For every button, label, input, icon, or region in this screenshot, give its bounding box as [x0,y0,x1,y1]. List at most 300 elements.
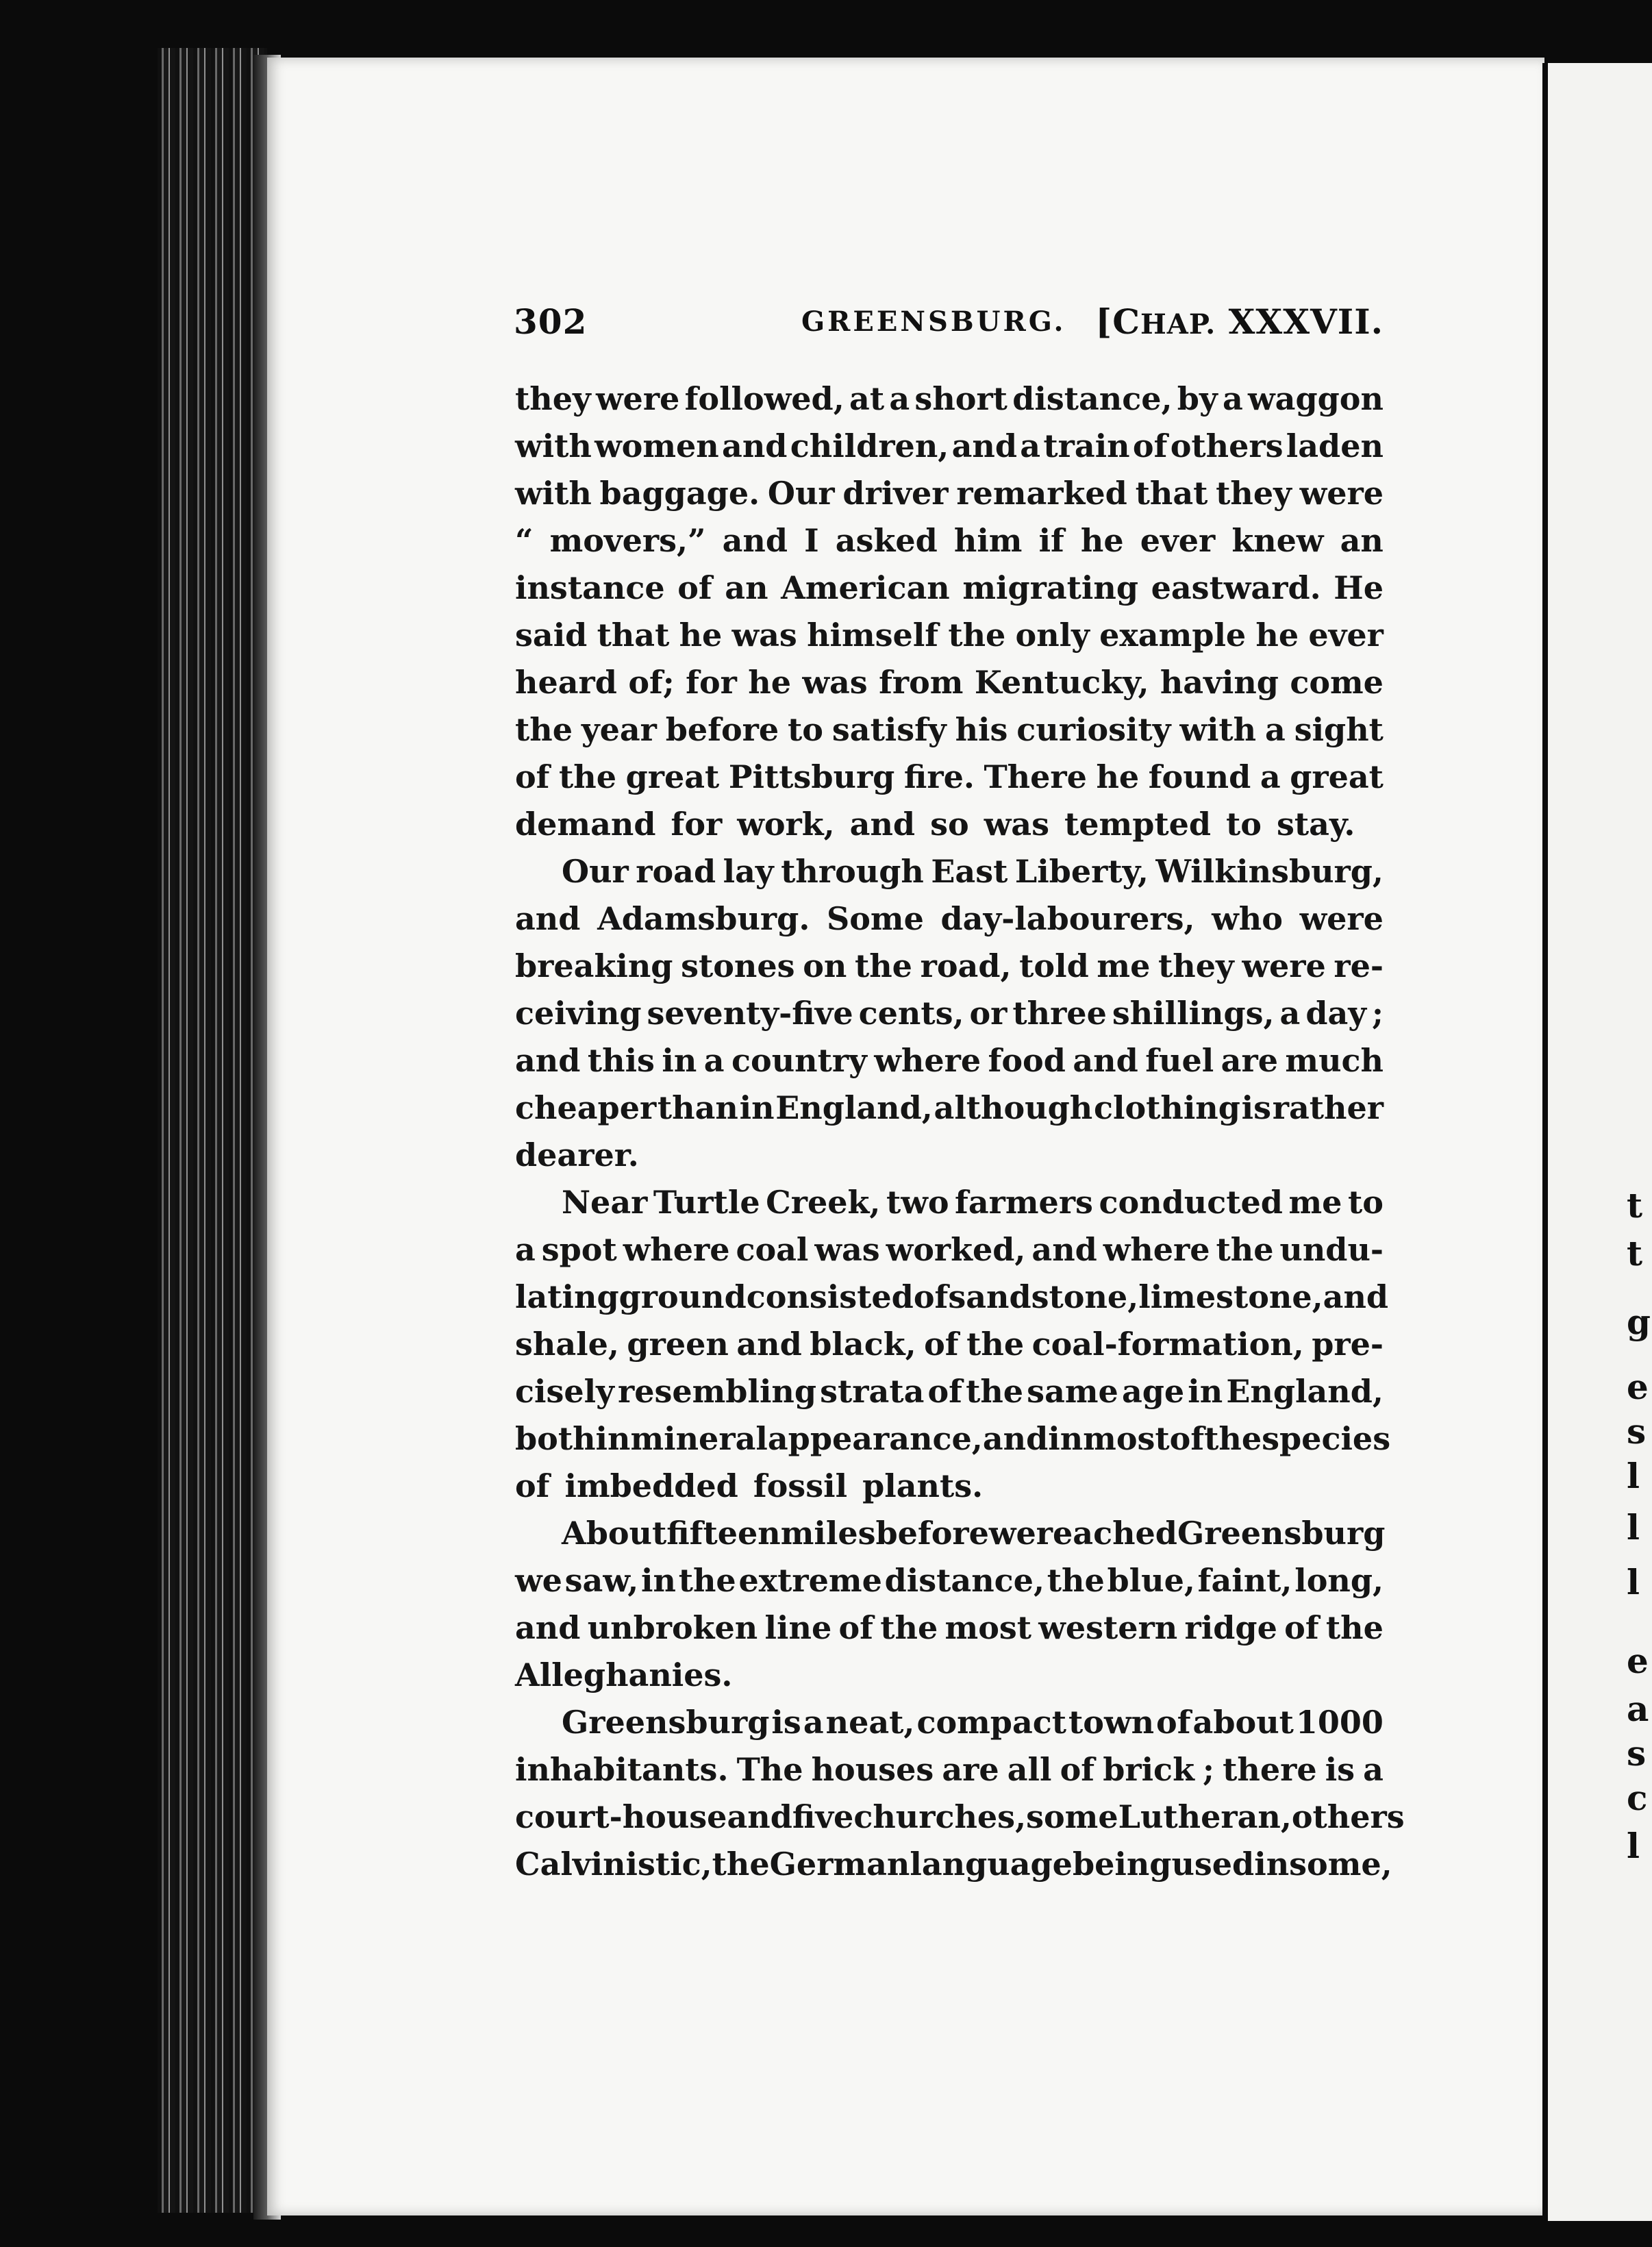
word: About [562,1515,667,1552]
word: curiosity [1016,711,1171,748]
word: Wilkinsburg, [1155,853,1384,890]
word: where [1103,1231,1210,1268]
word: is [1325,1751,1355,1788]
word: road [636,853,716,890]
book-spine-edges [158,48,267,2213]
word: laden [1286,427,1384,464]
word: most [944,1609,1032,1646]
text-line [515,564,1384,612]
word: green [627,1326,729,1363]
word: the [678,1562,736,1599]
word: a [1260,758,1281,795]
running-title: GREENSBURG. [801,306,1066,338]
word: lating [515,1278,619,1315]
running-header [514,301,1384,349]
word: shillings, [1112,995,1275,1032]
word: where [874,1042,981,1079]
word: inhabitants. [515,1751,729,1788]
word: ceiving [515,995,642,1032]
word: they [515,380,591,417]
text-line [515,423,1384,470]
chapter-reference [1096,301,1384,342]
word: and [515,1042,581,1079]
word: extreme [738,1562,882,1599]
text-line [515,1321,1384,1368]
word: that [597,617,670,654]
word: followed, [684,380,844,417]
page-body-text [515,375,1405,1888]
word: Our [767,475,835,512]
word: unbroken [587,1609,758,1646]
word: a [703,1042,725,1079]
text-line [515,1274,1389,1321]
word: miles [780,1515,876,1552]
word: fire. [903,758,975,795]
word: is [771,1704,801,1741]
word: of [913,1278,949,1315]
word: fifteen [666,1515,781,1552]
word: of; [628,664,675,701]
word: remarked [956,475,1127,512]
text-line [515,375,1384,423]
word: Lutheran, [1118,1798,1292,1835]
word: species [1262,1420,1391,1457]
word: stones [681,947,795,984]
word: American [781,569,950,606]
word: movers,” [549,522,706,559]
word: the [1204,1420,1262,1457]
word: are [942,1751,999,1788]
word: me [1097,947,1151,984]
word: women [595,427,719,464]
word: come [1290,664,1384,701]
word: pre- [1312,1326,1384,1363]
word: faint, [1197,1562,1292,1599]
word: ; [1372,995,1384,1032]
word: reached [1036,1515,1177,1552]
word: knew [1231,522,1324,559]
word: his [955,711,1008,748]
word: being [1072,1846,1172,1883]
word: Liberty, [1014,853,1149,890]
word: to [788,711,823,748]
word: cents, [858,995,964,1032]
word: the [948,617,1006,654]
word: driver [842,475,949,512]
word: a [1222,380,1243,417]
word: me [1288,1184,1342,1221]
word: found [1148,758,1251,795]
word: lay [723,853,774,890]
word: spot [541,1231,617,1268]
facing-page-char: s [1627,1411,1647,1452]
word: he [1096,758,1140,795]
facing-page-char: c [1627,1778,1648,1818]
text-line [515,1699,1384,1746]
chapter-number: XXXVII. [1216,301,1384,342]
text-line [515,990,1384,1037]
word: day [1305,995,1367,1032]
word: line [764,1609,832,1646]
word: of [1132,427,1168,464]
word: same [1027,1373,1118,1410]
word: we [515,1562,562,1599]
word: road, [920,947,1012,984]
word: we [988,1515,1036,1552]
word: in [1254,1846,1290,1883]
word: and [982,1420,1049,1457]
word: ever [1140,522,1216,559]
word: example [1099,617,1247,654]
word: and [515,1609,581,1646]
word: language [910,1846,1073,1883]
text-line: dearer. [515,1137,639,1174]
word: of [1156,1704,1191,1741]
word: the [1216,1231,1274,1268]
word: having [1160,664,1279,701]
facing-page-char: a [1627,1689,1649,1729]
word: others [1170,427,1284,464]
word: resembling [617,1373,817,1410]
word: sight [1294,711,1384,748]
word: were [1299,900,1384,937]
word: a [1279,995,1301,1032]
word: cheaper [515,1089,657,1126]
word: of [515,758,550,795]
facing-page-char: l [1627,1456,1640,1496]
word: or [969,995,1008,1032]
word: baggage. [599,475,760,512]
word: and [1031,1231,1097,1268]
page-number: 302 [514,301,588,342]
word: heard [515,664,617,701]
word: both [515,1420,596,1457]
word: neat, [825,1704,915,1741]
word: day-labourers, [940,900,1195,937]
word: with [515,427,592,464]
word: the [966,1373,1024,1410]
text-line [515,1510,1384,1557]
word: of [677,569,712,606]
word: 1000 [1295,1704,1384,1741]
word: that [1135,475,1208,512]
word: and [951,427,1017,464]
word: by [1177,380,1218,417]
chapter-word: HAP. [1140,308,1216,340]
facing-page-char: t [1627,1233,1643,1274]
word: they [1216,475,1292,512]
word: western [1038,1609,1178,1646]
word: in [1048,1420,1084,1457]
word: appearance, [767,1420,983,1457]
word: in [662,1042,697,1079]
word: The [736,1751,803,1788]
word: conducted [1099,1184,1283,1221]
facing-page-char: l [1627,1507,1640,1548]
word: compact [916,1704,1067,1741]
word: than [657,1089,738,1126]
word: were [1242,947,1326,984]
word: a [515,1231,536,1268]
word: before [665,711,779,748]
word: about [1192,1704,1294,1741]
text-line [515,1084,1384,1132]
word: houses [811,1751,934,1788]
facing-page-char: l [1627,1562,1640,1602]
word: fuel [1145,1042,1214,1079]
word: Creek, [766,1184,881,1221]
text-line [515,659,1384,706]
text-line [515,943,1384,990]
text-line [515,1793,1405,1841]
word: churches, [853,1798,1027,1835]
word: country [731,1042,867,1079]
word: on [803,947,847,984]
word: distance, [1012,380,1173,417]
word: I [804,522,819,559]
word: “ [515,522,534,559]
word: waggon [1248,380,1384,417]
word: himself [807,617,939,654]
word: some, [1289,1846,1392,1883]
word: a [803,1704,824,1741]
text-line [515,1604,1384,1652]
word: the [1325,1609,1384,1646]
word: year [581,711,657,748]
word: rather [1272,1089,1384,1126]
word: German [769,1846,910,1883]
word: were [595,380,680,417]
word: was [731,617,797,654]
word: at [849,380,885,417]
word: Calvinistic, [515,1846,712,1883]
word: There [984,758,1087,795]
word: from [879,664,964,701]
word: this [587,1042,655,1079]
word: was [802,664,868,701]
word: were [1299,475,1384,512]
word: told [1019,947,1089,984]
word: with [515,475,592,512]
word: the [712,1846,770,1883]
word: the [966,1326,1025,1363]
word: he [748,664,791,701]
word: great [1290,758,1384,795]
word: if [1038,522,1064,559]
word: are [1221,1042,1278,1079]
word: some [1026,1798,1118,1835]
word: a [1265,711,1286,748]
text-line [515,517,1384,564]
word: the [1047,1562,1105,1599]
word: Some [827,900,924,937]
word: in [1188,1373,1223,1410]
word: Greensburg [1177,1515,1386,1552]
word: he [1255,617,1299,654]
word: sandstone, [948,1278,1139,1315]
word: great [625,758,720,795]
word: distance, [884,1562,1044,1599]
word: Our [562,853,629,890]
text-line [515,1557,1384,1604]
word: short [914,380,1008,417]
text-line [515,754,1384,801]
word: a [1363,1751,1384,1788]
word: and [727,1798,792,1835]
word: and [736,1326,802,1363]
word: black, [810,1326,916,1363]
text-line [515,848,1384,895]
word: most [1083,1420,1170,1457]
text-line: Alleghanies. [515,1656,733,1693]
word: through [781,853,924,890]
word: only [1015,617,1090,654]
text-line [515,1226,1384,1274]
word: brick [1103,1751,1194,1788]
text-line [515,1179,1384,1226]
text-line [515,1746,1384,1793]
word: ever [1308,617,1384,654]
word: ground [618,1278,747,1315]
word: and [1073,1042,1138,1079]
word: age [1121,1373,1185,1410]
text-line [515,612,1384,659]
word: long, [1294,1562,1384,1599]
word: migrating [962,569,1138,606]
word: eastward. [1151,569,1321,606]
word: three [1012,995,1107,1032]
word: asked [835,522,938,559]
word: although [934,1089,1093,1126]
word: coal-formation, [1031,1326,1304,1363]
word: ; [1203,1751,1215,1788]
word: he [1080,522,1124,559]
text-line [515,895,1384,943]
word: said [515,617,588,654]
word: and [722,522,788,559]
text-line: of imbedded fossil plants. [515,1467,984,1504]
word: to [1347,1184,1384,1221]
word: of [924,1326,959,1363]
word: used [1171,1846,1255,1883]
word: train [1043,427,1130,464]
text-line [515,1841,1392,1888]
word: of [927,1373,962,1410]
word: England, [1226,1373,1384,1410]
word: Turtle [653,1184,760,1221]
facing-page-text-fragments [1627,0,1651,2247]
word: Pittsburg [728,758,895,795]
word: for [686,664,737,701]
word: him [953,522,1023,559]
word: in [595,1420,631,1457]
word: in [739,1089,775,1126]
word: breaking [515,947,673,984]
facing-page-char: e [1627,1641,1649,1681]
word: food [988,1042,1066,1079]
word: and [722,427,788,464]
word: five [792,1798,854,1835]
text-line [515,1415,1391,1463]
word: clothing [1093,1089,1240,1126]
word: an [725,569,768,606]
text-line: demand for work, and so was tempted to stay. [515,806,1355,843]
word: and [515,900,581,937]
word: they [1158,947,1234,984]
text-line [515,706,1384,754]
word: he [679,617,723,654]
word: where [623,1231,730,1268]
word: undu- [1279,1231,1384,1268]
word: worked, [886,1231,1026,1268]
word: a [889,380,910,417]
word: mineral [630,1420,768,1457]
word: who [1212,900,1283,937]
text-line [515,470,1384,517]
word: of [838,1609,873,1646]
word: much [1285,1042,1384,1079]
word: of [1060,1751,1095,1788]
word: blue, [1107,1562,1195,1599]
word: the [559,758,617,795]
word: and [1323,1278,1389,1315]
word: ridge [1184,1609,1277,1646]
word: town [1068,1704,1155,1741]
word: children, [790,427,949,464]
word: limestone, [1138,1278,1323,1315]
word: Kentucky, [974,664,1149,701]
word: Greensburg [562,1704,770,1741]
word: the [880,1609,938,1646]
word: shale, [515,1326,619,1363]
word: in [641,1562,676,1599]
word: an [1340,522,1384,559]
word: instance [515,569,665,606]
word: is [1241,1089,1272,1126]
word: the [854,947,912,984]
word: was [814,1231,880,1268]
word: with [1179,711,1257,748]
word: Near [562,1184,648,1221]
word: England, [775,1089,933,1126]
word: a [1020,427,1041,464]
word: court-house [515,1798,727,1835]
facing-page-char: l [1627,1826,1640,1866]
word: cisely [515,1373,614,1410]
word: East [931,853,1008,890]
word: of [1284,1609,1319,1646]
word: all [1007,1751,1052,1788]
text-line [515,1368,1384,1415]
facing-page-char: e [1627,1367,1649,1407]
facing-page-char: g [1627,1302,1651,1342]
word: others [1291,1798,1405,1835]
facing-page-char: t [1627,1185,1643,1226]
word: of [1169,1420,1205,1457]
word: seventy-five [647,995,853,1032]
word: coal [736,1231,809,1268]
chapter-bracket: [C [1095,301,1140,342]
word: there [1223,1751,1317,1788]
word: before [875,1515,989,1552]
word: saw, [564,1562,639,1599]
word: consisted [746,1278,914,1315]
word: the [515,711,573,748]
text-line [515,1037,1384,1084]
word: satisfy [831,711,947,748]
word: farmers [955,1184,1093,1221]
word: strata [820,1373,925,1410]
